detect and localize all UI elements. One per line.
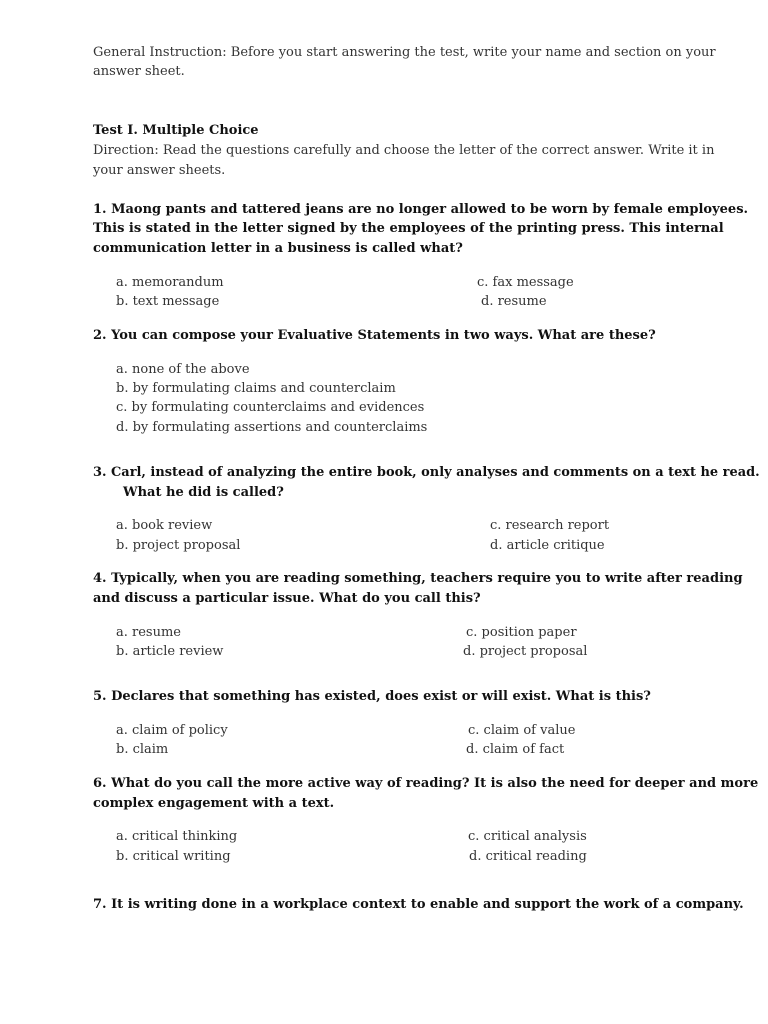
question-4-option-a: a. resume [116,625,181,640]
question-4-option-b: b. article review [116,644,224,659]
direction-line-1: Direction: Read the questions carefully and choose the letter of the correct answer. Write it in [93,143,715,158]
question-7-line-1: 7. It is writing done in a workplace context to enable and support the work of a company. [93,897,744,912]
direction-line-2: your answer sheets. [93,163,226,178]
general-instruction-line-1: General Instruction: Before you start answering the test, write your name and section on your [93,45,716,60]
question-3-option-b: b. project proposal [116,538,241,553]
question-6-option-c: c. critical analysis [468,829,587,844]
question-2-option-a: a. none of the above [116,362,250,377]
question-2-option-b: b. by formulating claims and counterclaim [116,381,396,396]
question-5-option-a: a. claim of policy [116,723,228,738]
question-5-option-b: b. claim [116,742,169,757]
question-6-option-d: d. critical reading [469,849,587,864]
question-2-line-1: 2. You can compose your Evaluative Statements in two ways. What are these? [93,328,656,343]
question-6-option-a: a. critical thinking [116,829,238,844]
general-instruction-line-2: answer sheet. [93,64,185,79]
question-2-option-d: d. by formulating assertions and counterclaims [116,420,428,435]
question-1-option-a: a. memorandum [116,275,224,290]
question-6-line-1: 6. What do you call the more active way of reading? It is also the need for deeper and more [93,776,759,791]
test-title: Test I. Multiple Choice [93,123,259,138]
question-2-option-c: c. by formulating counterclaims and evidences [116,400,425,415]
question-6-line-2: complex engagement with a text. [93,796,335,811]
question-1-option-d: d. resume [481,294,547,309]
question-3-line-2: What he did is called? [123,485,284,500]
question-5-option-d: d. claim of fact [466,742,565,757]
question-6-option-b: b. critical writing [116,849,231,864]
question-4-option-d: d. project proposal [463,644,588,659]
question-3-option-d: d. article critique [490,538,605,553]
question-3-line-1: 3. Carl, instead of analyzing the entire book, only analyses and comments on a text he read. [93,465,760,480]
question-3-option-c: c. research report [490,518,610,533]
question-1-line-2: This is stated in the letter signed by the employees of the printing press. This internal [93,221,724,236]
question-1-option-b: b. text message [116,294,220,309]
question-4-option-c: c. position paper [466,625,577,640]
question-1-option-c: c. fax message [477,275,574,290]
question-4-line-1: 4. Typically, when you are reading something, teachers require you to write after reading [93,571,743,586]
question-1-line-1: 1. Maong pants and tattered jeans are no longer allowed to be worn by female employees. [93,202,749,217]
question-3-option-a: a. book review [116,518,213,533]
question-1-line-3: communication letter in a business is called what? [93,241,463,256]
question-4-line-2: and discuss a particular issue. What do you call this? [93,591,481,606]
question-5-option-c: c. claim of value [468,723,576,738]
question-5-line-1: 5. Declares that something has existed, does exist or will exist. What is this? [93,689,651,704]
